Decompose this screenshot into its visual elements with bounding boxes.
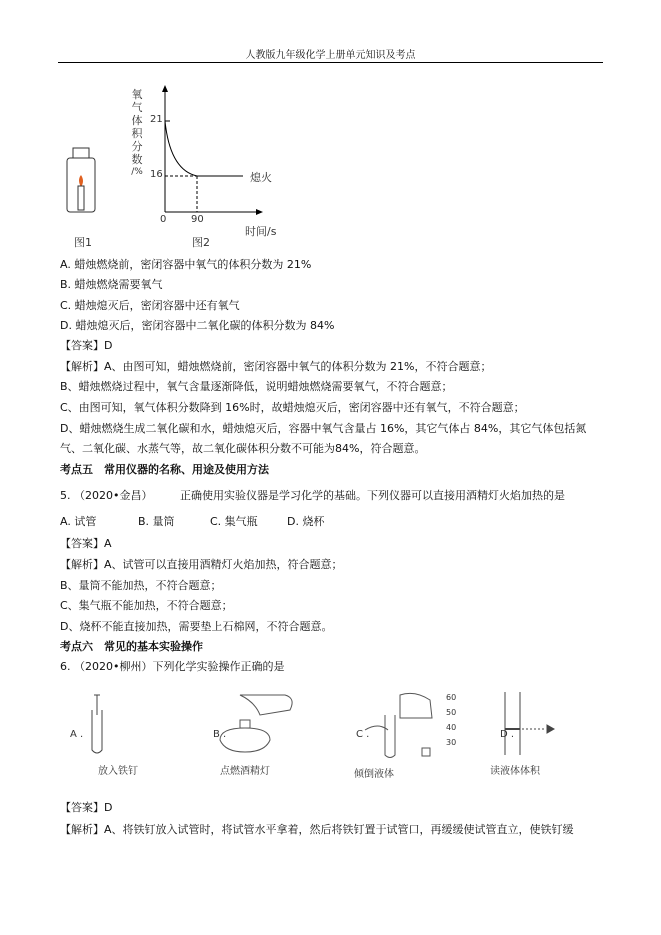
item-a-letter: A . — [70, 729, 84, 740]
x-tick-90: 90 — [191, 214, 204, 225]
option-c: C. 集气瓶 — [210, 515, 258, 528]
item-b-letter: B . — [213, 729, 227, 740]
answer: 【答案】D — [60, 801, 113, 814]
option-b: B. 蜡烛燃烧需要氧气 — [60, 278, 163, 291]
analysis-line: 【解析】A、由图可知，蜡烛燃烧前，密闭容器中氧气的体积分数为 21%，不符合题意； — [60, 360, 492, 373]
y-label-char: 分 — [131, 140, 143, 153]
section-heading-5: 考点五 常用仪器的名称、用途及使用方法 — [60, 463, 269, 476]
y-label-char: 积 — [131, 127, 143, 140]
oxygen-curve — [165, 121, 243, 176]
answer: 【答案】A — [60, 537, 112, 550]
y-tick-21: 21 — [150, 114, 163, 125]
option-d: D. 蜡烛熄灭后，密闭容器中二氧化碳的体积分数为 84% — [60, 319, 335, 332]
analysis-line: B、蜡烛燃烧过程中，氧气含量逐渐降低，说明蜡烛燃烧需要氧气，不符合题意； — [60, 380, 453, 393]
option-a: A. 蜡烛燃烧前，密闭容器中氧气的体积分数为 21% — [60, 258, 312, 271]
test-tube-nail-icon — [92, 695, 102, 753]
question-5-stem: 5. （2020•金昌） 正确使用实验仪器是学习化学的基础。下列仪器可以直接用酒精灯火焰加热的是 — [60, 489, 565, 502]
item-c-caption: 倾倒液体 — [354, 769, 394, 780]
item-a-caption: 放入铁钉 — [98, 766, 138, 777]
page-header: 人教版九年级化学上册单元知识及考点 — [245, 50, 416, 61]
fig2-caption: 图2 — [192, 236, 210, 249]
item-d-caption: 读液体体积 — [490, 766, 540, 777]
cylinder-tick: 40 — [446, 723, 457, 732]
item-b-caption: 点燃酒精灯 — [220, 766, 270, 777]
question-6-stem: 6. （2020•柳州）下列化学实验操作正确的是 — [60, 660, 285, 673]
graduated-cylinder-icon — [505, 692, 554, 755]
alcohol-lamp-icon — [220, 695, 292, 752]
cylinder-tick: 60 — [446, 693, 457, 702]
answer: 【答案】D — [60, 339, 113, 352]
item-d-letter: D . — [500, 729, 515, 740]
y-label-char: 数 — [131, 153, 143, 166]
analysis-line: D、蜡烛燃烧生成二氧化碳和水，蜡烛熄灭后，容器中氧气含量占 16%，其它气体占 84%，其它气体包括氮 — [60, 422, 587, 435]
item-c-letter: C . — [356, 729, 370, 740]
section-heading-6: 考点六 常见的基本实验操作 — [60, 640, 203, 653]
analysis-line: B、量筒不能加热，不符合题意； — [60, 579, 222, 592]
option-a: A. 试管 — [60, 515, 97, 528]
x-axis-label: 时间/s — [245, 225, 277, 238]
analysis-line: 【解析】A、试管可以直接用酒精灯火焰加热，符合题意； — [60, 558, 343, 571]
analysis-line: C、由图可知，氧气体积分数降到 16%时，故蜡烛熄灭后，密闭容器中还有氧气，不符合题意； — [60, 401, 525, 414]
y-label-char: 体 — [131, 114, 143, 127]
y-tick-16: 16 — [150, 169, 163, 180]
cylinder-tick: 30 — [446, 738, 457, 747]
y-label-char: 氧 — [131, 88, 143, 101]
header-rule — [58, 62, 603, 63]
option-d: D. 烧杯 — [287, 515, 325, 528]
cylinder-tick: 50 — [446, 708, 457, 717]
analysis-line: C、集气瓶不能加热，不符合题意； — [60, 599, 233, 612]
experiment-illustrations — [60, 690, 560, 770]
x-tick-0: 0 — [160, 214, 167, 225]
pouring-liquid-icon — [365, 693, 432, 757]
option-b: B. 量筒 — [138, 515, 175, 528]
y-label-char: 气 — [131, 101, 143, 114]
y-label-char: /% — [131, 167, 143, 177]
analysis-line: 【解析】A、将铁钉放入试管时，将试管水平拿着，然后将铁钉置于试管口，再缓缓使试管直立，使铁钉缓 — [60, 823, 574, 836]
annotation-extinguish: 熄火 — [250, 171, 272, 184]
fig1-caption: 图1 — [74, 236, 92, 249]
option-c: C. 蜡烛熄灭后，密闭容器中还有氧气 — [60, 299, 240, 312]
analysis-line: 气、二氧化碳、水蒸气等，故二氧化碳体积分数不可能为84%，符合题意。 — [60, 442, 426, 455]
analysis-line: D、烧杯不能直接加热，需要垫上石棉网，不符合题意。 — [60, 620, 333, 633]
bottle-candle-icon — [67, 148, 95, 212]
